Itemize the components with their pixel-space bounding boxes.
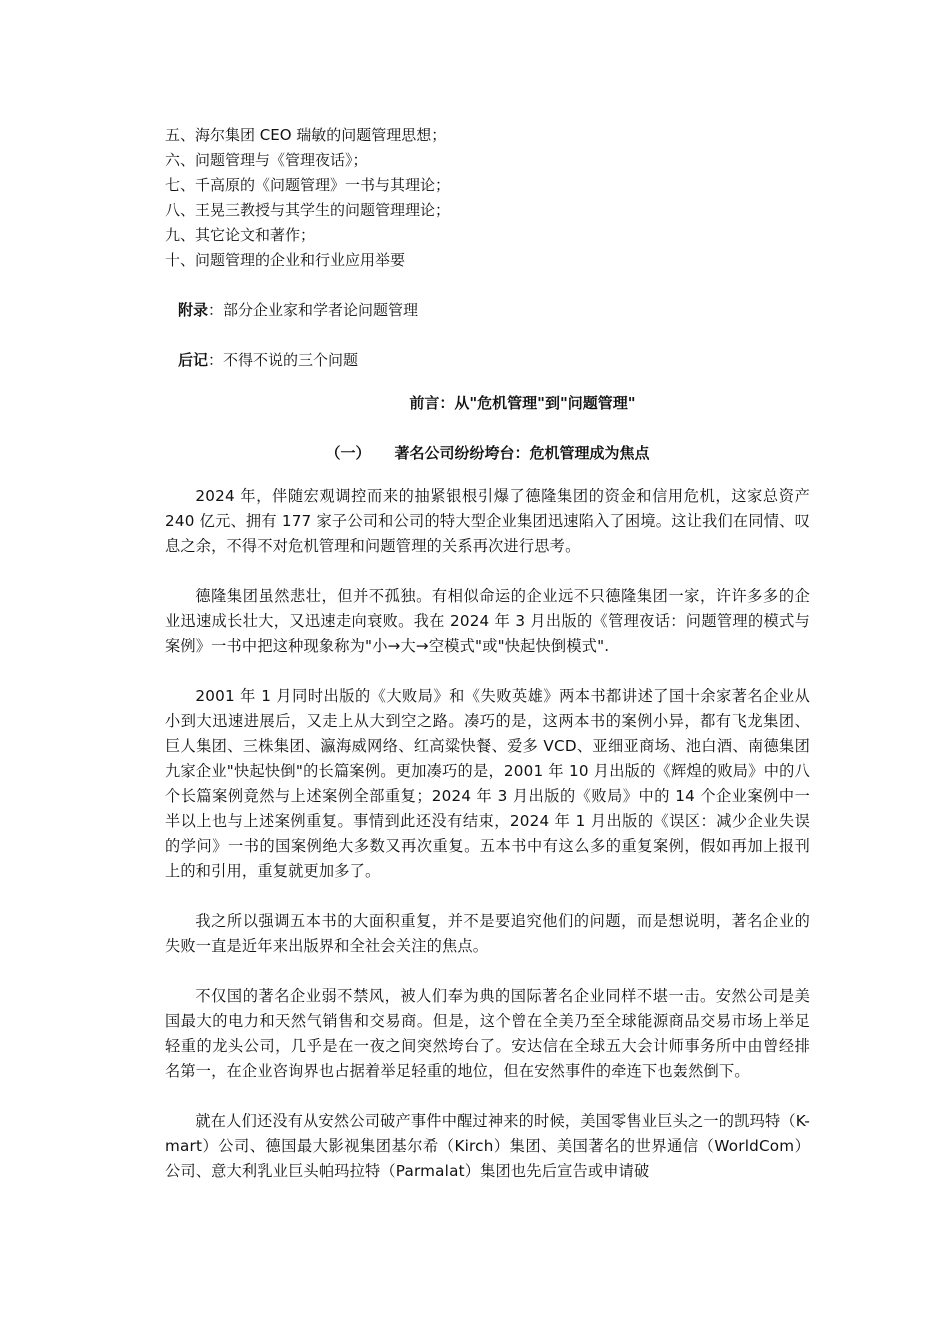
- body-paragraph: 2024 年，伴随宏观调控而来的抽紧银根引爆了德隆集团的资金和信用危机，这家总资产 240 亿元、拥有 177 家子公司和公司的特大型企业集团迅速陷入了困境。这让我们在同情、叹息之余，不得不对危机管理和问题管理的关系再次进行思考。: [165, 487, 810, 555]
- postscript-label: 后记: [178, 351, 209, 369]
- body-paragraph: 就在人们还没有从安然公司破产事件中醒过神来的时候，美国零售业巨头之一的凯玛特（K-mart）公司、德国最大影视集团基尔希（Kirch）集团、美国著名的世界通信（WorldCom）公司、意大利乳业巨头帕玛拉特（Parmalat）集团也先后宣告或申请破: [165, 1112, 810, 1180]
- body-paragraph: 我之所以强调五本书的大面积重复，并不是要追究他们的问题，而是想说明，著名企业的失败一直是近年来出版界和全社会关注的焦点。: [165, 912, 810, 955]
- appendix-text: ：部分企业家和学者论问题管理: [208, 301, 419, 319]
- body-paragraph: 2001 年 1 月同时出版的《大败局》和《失败英雄》两本书都讲述了国十余家著名企业从小到大迅速进展后，又走上从大到空之路。凑巧的是，这两本书的案例小异，都有飞龙集团、巨人集团、三株集团、瀛海威网络、红高粱快餐、爱多 VCD、亚细亚商场、池白酒、南德集团九家企业"快起快倒"的长篇案例。更加凑巧的是，2001 年 10 月出版的《辉煌的败局》中的八个长篇案例竟然与上述案例全部重复；2024 年 3 月出版的《败局》中的 14 个企业案例中一半以上也与上述案例重复。事情到此还没有结束，2024 年 1 月出版的《误区：减少企业失误的学问》一书的国案例绝大多数又再次重复。五本书中有这么多的重复案例，假如再加上报刊上的和引用，重复就更加多了。: [165, 687, 810, 880]
- body-paragraph: 德隆集团虽然悲壮，但并不孤独。有相似命运的企业远不只德隆集团一家，许许多多的企业迅速成长壮大，又迅速走向衰败。我在 2024 年 3 月出版的《管理夜话：问题管理的模式与案例》一书中把这种现象称为"小→大→空模式"或"快起快倒模式".: [165, 587, 810, 655]
- toc-item: 六、问题管理与《管理夜话》；: [165, 151, 368, 169]
- body-paragraph: 不仅国的著名企业弱不禁风，被人们奉为典的国际著名企业同样不堪一击。安然公司是美国最大的电力和天然气销售和交易商。但是，这个曾在全美乃至全球能源商品交易市场上举足轻重的龙头公司，几乎是在一夜之间突然垮台了。安达信在全球五大会计师事务所中由曾经排名第一，在企业咨询界也占据着举足轻重的地位，但在安然事件的牵连下也轰然倒下。: [165, 987, 810, 1080]
- toc-item: 八、王晃三教授与其学生的问题管理理论；: [165, 201, 451, 219]
- toc-appendix: [165, 298, 810, 323]
- appendix-label: 附录: [178, 301, 209, 319]
- section-title: 著名公司纷纷垮台：危机管理成为焦点: [394, 444, 650, 462]
- section-number: （一）: [325, 444, 371, 462]
- postscript-text: ：不得不说的三个问题: [208, 351, 359, 369]
- section-heading: [165, 441, 810, 466]
- document-page: [165, 123, 810, 1184]
- table-of-contents: [165, 123, 810, 273]
- toc-item: 十、问题管理的企业和行业应用举要: [165, 251, 406, 269]
- preface-title: 前言：从"危机管理"到"问题管理": [409, 394, 636, 412]
- toc-item: 五、海尔集团 CEO 瑞敏的问题管理思想；: [165, 126, 447, 144]
- toc-item: 九、其它论文和著作；: [165, 226, 316, 244]
- toc-item: 七、千高原的《问题管理》一书与其理论；: [165, 176, 451, 194]
- toc-postscript: [165, 348, 810, 373]
